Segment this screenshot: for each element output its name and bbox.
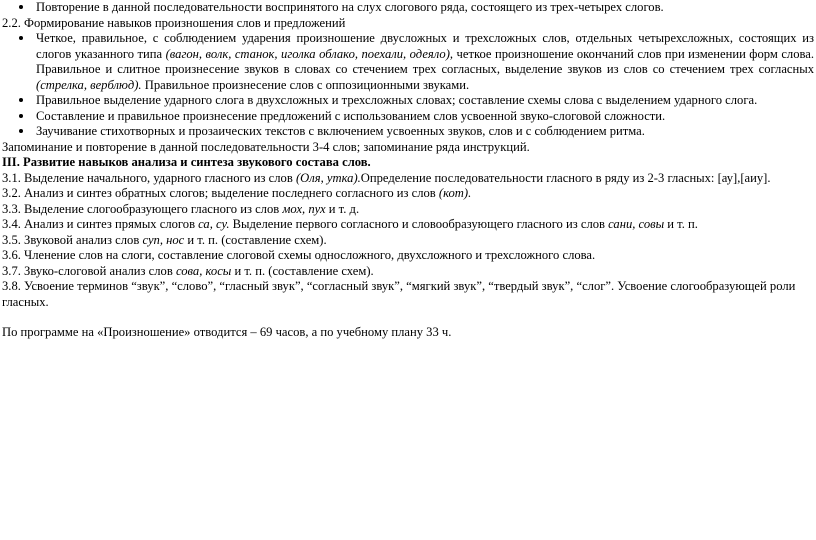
paragraph-memorize: Запоминание и повторение в данной последовательности 3-4 слов; запоминание ряда инструкций.	[2, 139, 530, 154]
bullet-list-top	[2, 0, 814, 16]
subsection-heading-2-2: 2.2. Формирование навыков произношения слов и предложений	[2, 15, 346, 30]
item-3-1: 3.1. Выделение начального, ударного гласного из слов (Оля, утка).Определение последовательности гласного в ряду из 2-3 гласных: [ау],[аиу].	[2, 170, 771, 185]
hours-paragraph: По программе на «Произношение» отводится – 69 часов, а по учебному плану 33 ч.	[2, 325, 452, 339]
bullet-icon	[19, 5, 23, 9]
list-item: Повторение в данной последовательности воспринятого на слух слогового ряда, состоящего из трех-четырех слогов.	[2, 0, 814, 16]
item-3-7: 3.7. Звуко-слоговой анализ слов сова, косы и т. п. (составление схем).	[2, 263, 374, 278]
bullet-list-2-2	[2, 31, 814, 140]
list-item: Составление и правильное произнесение предложений с использованием слов усвоенной звуко-слоговой сложности.	[2, 109, 814, 125]
item-3-5: 3.5. Звуковой анализ слов суп, нос и т. п. (составление схем).	[2, 232, 327, 247]
item-3-4: 3.4. Анализ и синтез прямых слогов са, су. Выделение первого согласного и словообразующего гласного из слов сани, совы и т. п.	[2, 217, 698, 231]
item-3-3: 3.3. Выделение слогообразующего гласного из слов мох, пух и т. д.	[2, 201, 360, 216]
list-item: Заучивание стихотворных и прозаических текстов с включением усвоенных звуков, слов и с соблюдением ритма.	[2, 124, 814, 140]
bullet-icon	[19, 98, 23, 102]
bullet-icon	[19, 36, 23, 40]
item-3-6: 3.6. Членение слов на слоги, составление слоговой схемы односложного, двухсложного и трехсложного слова.	[2, 248, 596, 262]
section-3-heading: III. Развитие навыков анализа и синтеза звукового состава слов.	[2, 155, 371, 169]
item-3-8: 3.8. Усвоение терминов “звук”, “слово”, “гласный звук”, “согласный звук”, “мягкий звук”, “твердый звук”, “слог”. Усвоение слогообразующей роли гласных.	[2, 279, 796, 309]
list-item: Правильное выделение ударного слога в двухсложных и трехсложных словах; составление схемы слова с выделением ударного слога.	[2, 93, 814, 109]
item-3-2: 3.2. Анализ и синтез обратных слогов; выделение последнего согласного из слов (кот).	[2, 186, 472, 200]
bullet-icon	[19, 114, 23, 118]
bullet-icon	[19, 129, 23, 133]
list-item: Четкое, правильное, с соблюдением ударения произношение двусложных и трехсложных слов, отдельных четырехсложных, состоящих из слогов указанного типа (вагон, волк, станок, иголка облако, поехали, одеяло), четкое произношение окончаний слов при изменении форм слова. Правильное и слитное произнесение звуков в словах со стечением трех согласных, выделение звуков из слов со стечением трех согласных (стрелка, верблюд). Правильное произнесение слов с оппозиционными звуками.	[2, 31, 814, 93]
spacer	[2, 310, 814, 325]
